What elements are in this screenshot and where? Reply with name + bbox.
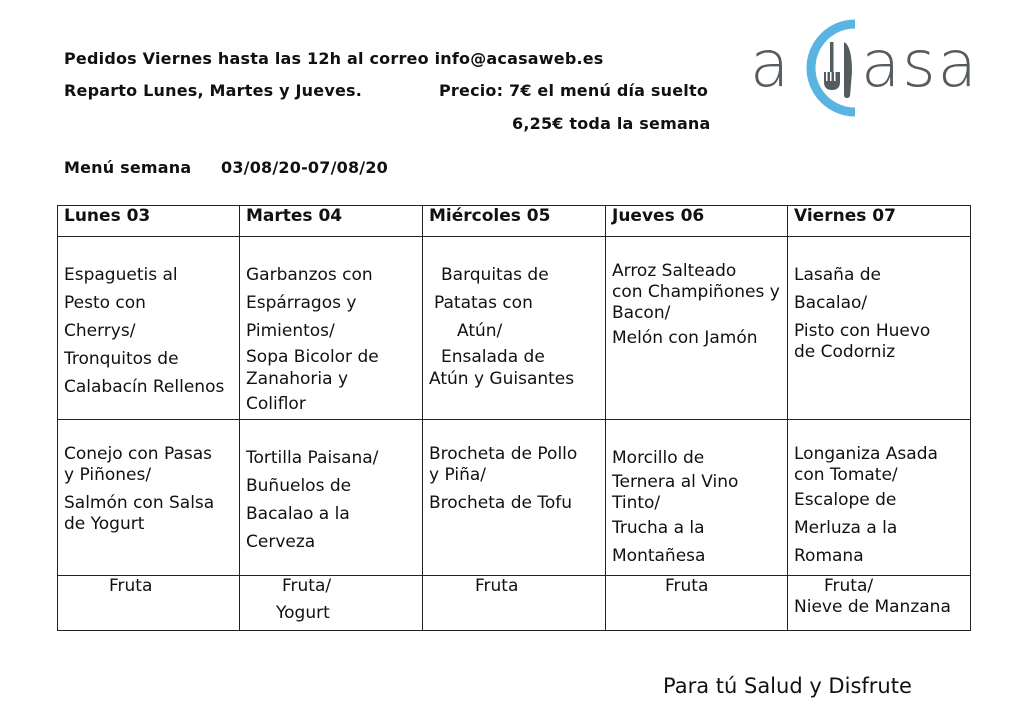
dish-line: Tortilla Paisana/ [246,448,379,468]
dish-line: Brocheta de Pollo [429,444,578,464]
dish-line: Bacalao a la [246,504,350,524]
first-course-cell [240,237,423,420]
dish-line: Atún/ [457,321,503,341]
second-course-cell [606,420,788,576]
dish-line: Cerveza [246,532,316,552]
day-header: Martes 04 [240,206,423,237]
dish-line: y Piña/ [429,465,486,485]
table-header-row [58,206,971,237]
dish-line: de Codorniz [794,342,896,362]
dish-line: Montañesa [612,546,706,566]
dish-line: Pisto con Huevo [794,321,931,341]
first-course-cell [788,237,971,420]
week-range: 03/08/20-07/08/20 [221,158,389,177]
dish-line: Barquitas de [441,265,549,285]
dish-line: Atún y Guisantes [429,369,575,389]
weekly-menu-table [57,205,971,631]
first-course-row [58,237,971,420]
dish-line: Ensalada de [441,347,545,367]
price-week: 6,25€ toda la semana [512,114,711,133]
dish-line: Longaniza Asada [794,444,938,464]
acasa-logo [745,18,995,118]
dish-line: Pimientos/ [246,321,335,341]
second-course-cell [423,420,606,576]
dish-line: Escalope de [794,490,897,510]
day-header: Jueves 06 [606,206,788,237]
dish-line: Sopa Bicolor de [246,347,379,367]
dish-line: Lasaña de [794,265,882,285]
day-header: Lunes 03 [58,206,240,237]
dessert-row [58,576,971,631]
price-single: Precio: 7€ el menú día suelto [439,81,709,100]
logo-text-a: a [750,28,792,102]
dish-line: Espaguetis al [64,265,178,285]
first-course-cell [423,237,606,420]
dish-line: Romana [794,546,864,566]
day-header: Viernes 07 [788,206,971,237]
dessert-line: Yogurt [276,603,330,623]
dish-line: Bacalao/ [794,293,868,313]
dish-line: Merluza a la [794,518,898,538]
dessert-cell [423,576,606,631]
logo-text-asa: asa [861,28,979,102]
order-info: Pedidos Viernes hasta las 12h al correo info@acasaweb.es [64,49,604,68]
second-course-cell [240,420,423,576]
week-label: Menú semana [64,158,192,177]
dish-line: Patatas con [434,293,533,313]
dessert-line: Fruta/ [282,576,332,596]
dish-line: Buñuelos de [246,476,352,496]
dish-line: Ternera al Vino [612,472,739,492]
second-course-cell [788,420,971,576]
dessert-cell [606,576,788,631]
dish-line: Conejo con Pasas [64,444,212,464]
dish-line: Espárragos y [246,293,357,313]
day-header: Miércoles 05 [423,206,606,237]
delivery-days: Reparto Lunes, Martes y Jueves. [64,81,363,100]
dish-line: Arroz Salteado [612,261,737,281]
first-course-cell [58,237,240,420]
dessert-cell [240,576,423,631]
dish-line: Coliflor [246,394,306,414]
second-course-cell [58,420,240,576]
fork-knife-icon [822,42,856,98]
dessert-cell [788,576,971,631]
dish-line: Calabacín Rellenos [64,377,225,397]
footer-slogan: Para tú Salud y Disfrute [663,674,912,698]
dish-line: y Piñones/ [64,465,152,485]
dish-line: Melón con Jamón [612,328,758,348]
first-course-cell [606,237,788,420]
dessert-line: Fruta [665,576,709,596]
dessert-line: Fruta [475,576,519,596]
dish-line: Tinto/ [612,493,661,513]
dish-line: con Champiñones y [612,282,780,302]
dessert-cell [58,576,240,631]
dessert-line: Fruta [109,576,153,596]
dish-line: Brocheta de Tofu [429,493,573,513]
dish-line: Bacon/ [612,303,671,323]
dish-line: Pesto con [64,293,146,313]
dish-line: Salmón con Salsa [64,493,215,513]
dish-line: con Tomate/ [794,465,898,485]
dish-line: Garbanzos con [246,265,373,285]
dish-line: Morcillo de [612,448,705,468]
dish-line: Zanahoria y [246,369,349,389]
dessert-line: Fruta/ [824,576,874,596]
dish-line: Cherrys/ [64,321,136,341]
dish-line: Tronquitos de [64,349,179,369]
dessert-line: Nieve de Manzana [794,597,951,617]
dish-line: Trucha a la [612,518,705,538]
second-course-row [58,420,971,576]
dish-line: de Yogurt [64,514,145,534]
